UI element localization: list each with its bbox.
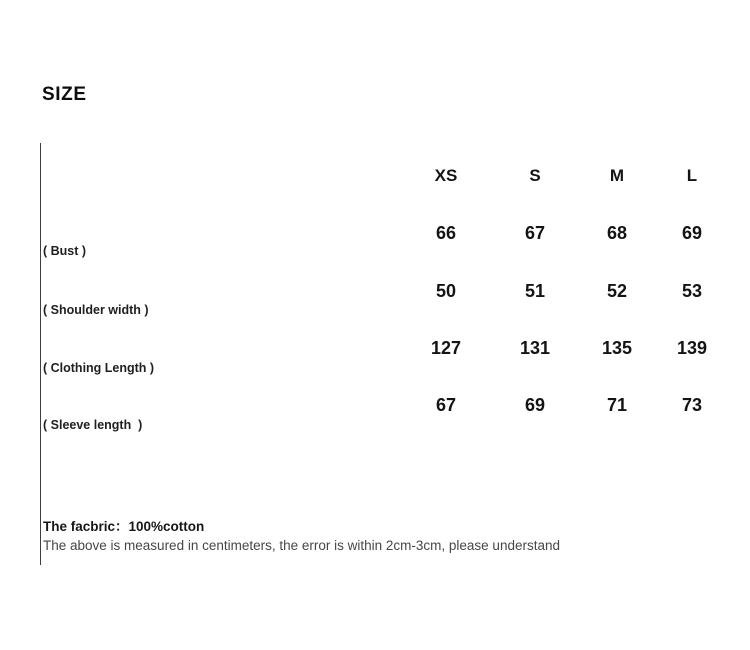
table-row-clothing-length — [0, 336, 750, 360]
clothing-length-value-l: 139 — [676, 338, 708, 358]
sleeve-length-value-l: 73 — [681, 395, 703, 415]
size-column-header-l: L — [686, 166, 698, 185]
bust-value-s: 67 — [524, 223, 546, 243]
sleeve-length-value-m: 71 — [606, 395, 628, 415]
shoulder-value-xs: 50 — [435, 281, 457, 301]
shoulder-value-s: 51 — [524, 281, 546, 301]
sleeve-length-value-s: 69 — [524, 395, 546, 415]
size-column-header-m: M — [609, 166, 625, 185]
sleeve-length-value-xs: 67 — [435, 395, 457, 415]
row-label-clothing-length: ( Clothing Length ) — [43, 361, 155, 375]
clothing-length-value-m: 135 — [601, 338, 633, 358]
bust-value-l: 69 — [681, 223, 703, 243]
row-label-sleeve-length: ( Sleeve length ) — [43, 418, 143, 432]
footer-notes — [43, 517, 560, 555]
clothing-length-value-s: 131 — [519, 338, 551, 358]
clothing-length-value-xs: 127 — [430, 338, 462, 358]
bust-value-m: 68 — [606, 223, 628, 243]
size-header-row — [0, 164, 750, 188]
page-title: SIZE — [42, 84, 87, 105]
size-column-header-s: S — [529, 166, 541, 185]
table-row-bust — [0, 221, 750, 245]
table-row-shoulder-width — [0, 279, 750, 303]
shoulder-value-l: 53 — [681, 281, 703, 301]
fabric-note: The facbric：100%cotton — [43, 519, 205, 534]
measurement-note: The above is measured in centimeters, the error is within 2cm-3cm, please understand — [43, 538, 560, 553]
table-row-sleeve-length — [0, 393, 750, 417]
bust-value-xs: 66 — [435, 223, 457, 243]
row-label-bust: ( Bust ) — [43, 244, 87, 258]
row-label-shoulder-width: ( Shoulder width ) — [43, 303, 149, 317]
size-column-header-xs: XS — [434, 166, 458, 185]
shoulder-value-m: 52 — [606, 281, 628, 301]
